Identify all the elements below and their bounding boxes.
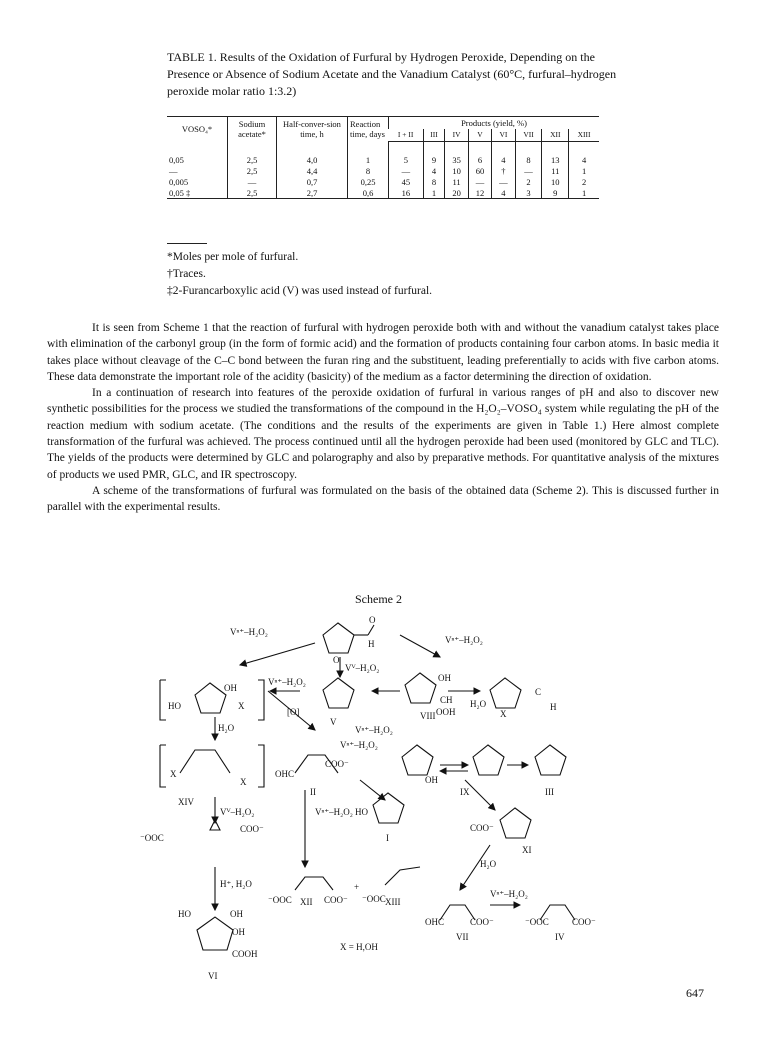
table-cell: 5 bbox=[389, 154, 424, 165]
group-ooc-xiii: ⁻OOC bbox=[362, 894, 386, 904]
group-coo-ii: COO⁻ bbox=[325, 759, 349, 769]
table-cell: — bbox=[492, 176, 515, 187]
ring-xi bbox=[500, 808, 531, 838]
group-h-furfural: H bbox=[368, 639, 375, 649]
group-coo-iv: COO⁻ bbox=[572, 917, 596, 927]
table-cell: 0,05 bbox=[169, 154, 184, 165]
h2o-2: H₂O bbox=[480, 859, 497, 869]
group-ooc-epoxide: ⁻OOC bbox=[140, 833, 164, 843]
table-cell: 9 bbox=[423, 154, 445, 165]
table-cell: 16 bbox=[389, 187, 424, 199]
page-number: 647 bbox=[686, 986, 704, 1000]
reagent-vn-4: Vⁿ⁺–H₂O₂ bbox=[355, 725, 393, 735]
product-col-header: V bbox=[468, 129, 491, 142]
ring-viii bbox=[405, 673, 436, 703]
table-cell: 10 bbox=[542, 176, 569, 187]
h2o-1: H₂O bbox=[218, 723, 235, 733]
table-cell: 2,5 bbox=[228, 165, 277, 176]
table-cell: 13 bbox=[542, 154, 569, 165]
table-cell: — bbox=[468, 176, 491, 187]
group-x-xiv: X bbox=[170, 769, 177, 779]
ring-vi bbox=[197, 917, 233, 950]
table-cell: 1 bbox=[569, 165, 599, 176]
acid-h2o: H⁺, H₂O bbox=[220, 879, 252, 889]
table-cell: 9 bbox=[542, 187, 569, 199]
label-vii: VII bbox=[456, 932, 469, 942]
results-table bbox=[167, 116, 599, 199]
group-h2o-x: H₂O bbox=[470, 699, 487, 709]
reagent-vn-7: Vⁿ⁺–H₂O₂ bbox=[490, 889, 528, 899]
reagent-vv-1: Vⱽ–H₂O₂ bbox=[345, 663, 380, 673]
group-oh-ix: OH bbox=[425, 775, 438, 785]
ring-ix-a bbox=[402, 745, 433, 775]
group-ho-left: HO bbox=[168, 701, 181, 711]
group-cooh-vi: COOH bbox=[232, 949, 258, 959]
table-cell: 11 bbox=[542, 165, 569, 176]
ring-x bbox=[490, 678, 521, 708]
group-ooc-xii: ⁻OOC bbox=[268, 895, 292, 905]
label-vi: VI bbox=[208, 971, 218, 981]
chain-xiv bbox=[180, 750, 230, 773]
label-iv: IV bbox=[555, 932, 565, 942]
table-cell: 2 bbox=[515, 176, 542, 187]
legend-x: X = H,OH bbox=[340, 942, 378, 952]
table-cell: 35 bbox=[445, 154, 468, 165]
table-cell: 8 bbox=[515, 154, 542, 165]
table-row bbox=[167, 165, 599, 176]
col-half-conversion: Half-conver-sion time, h bbox=[277, 117, 348, 142]
table-cell: 12 bbox=[468, 187, 491, 199]
group-coo-epoxide: COO⁻ bbox=[240, 824, 264, 834]
ring-i bbox=[373, 793, 404, 823]
group-oc-right: C bbox=[535, 687, 542, 697]
group-ch-viii: CH bbox=[440, 695, 453, 705]
group-h-right: H bbox=[550, 702, 557, 712]
table-cell: — bbox=[228, 176, 277, 187]
table-cell: 0,05 ‡ bbox=[167, 187, 228, 199]
col-voso4: VOSO₄* bbox=[167, 117, 228, 142]
table-cell: 1 bbox=[423, 187, 445, 199]
label-ix: IX bbox=[460, 787, 470, 797]
group-coo-xiii: COO⁻ bbox=[470, 823, 494, 833]
scheme-title: Scheme 2 bbox=[355, 592, 402, 606]
product-col-header: VI bbox=[492, 129, 515, 142]
table-cell: 4 bbox=[492, 187, 515, 199]
group-ohc-vii: OHC bbox=[425, 917, 445, 927]
reagent-vn-1: Vⁿ⁺–H₂O₂ bbox=[230, 627, 268, 637]
ring-o-furfural: O bbox=[333, 655, 340, 665]
label-v: V bbox=[330, 717, 337, 727]
table-cell: † bbox=[492, 165, 515, 176]
group-o-furfural: O bbox=[369, 615, 376, 625]
table-cell: 11 bbox=[445, 176, 468, 187]
label-xii: XII bbox=[300, 897, 313, 907]
table-cell: 1 bbox=[569, 187, 599, 199]
group-coo-xii: COO⁻ bbox=[324, 895, 348, 905]
group-x-right: X bbox=[500, 709, 507, 719]
group-ooh-viii: OOH bbox=[436, 707, 456, 717]
table-cell: 2,5 bbox=[228, 187, 277, 199]
group-oh-vi-2: OH bbox=[232, 927, 245, 937]
footnote-rule bbox=[167, 243, 207, 244]
group-oh-vi-1: OH bbox=[230, 909, 243, 919]
table-cell: 0,005 bbox=[169, 176, 189, 187]
table-cell: — bbox=[389, 165, 424, 176]
table-cell: 0,7 bbox=[277, 176, 348, 187]
label-xiv: XIV bbox=[178, 797, 194, 807]
group-x-left: X bbox=[238, 701, 245, 711]
group-ohc-ii: OHC bbox=[275, 769, 295, 779]
footnote-moles: *Moles per mole of furfural. bbox=[167, 251, 299, 263]
product-col-header: XIII bbox=[569, 129, 599, 142]
ring-iii bbox=[535, 745, 566, 775]
chain-xii bbox=[295, 877, 333, 890]
oxidant: [O] bbox=[287, 707, 300, 717]
group-x-xiv-2: X bbox=[240, 777, 247, 787]
table-cell: 4 bbox=[423, 165, 445, 176]
label-viii: VIII bbox=[420, 711, 436, 721]
table-caption: TABLE 1. Results of the Oxidation of Furfural by Hydrogen Peroxide, Depending on the Presence or Absence of Sodium Acetate and the Vanadium Catalyst (60°C, furfural–hydrogen peroxide molar ratio 1:3.2) bbox=[167, 50, 617, 98]
ring-v bbox=[323, 678, 354, 708]
col-products: Products (yield, %) bbox=[389, 117, 600, 130]
table-row bbox=[167, 176, 599, 187]
table-row bbox=[167, 154, 599, 165]
table-cell: 4 bbox=[492, 154, 515, 165]
furfural-ring bbox=[323, 623, 354, 653]
table-cell: — bbox=[169, 165, 178, 176]
table-cell: 0,25 bbox=[348, 176, 389, 187]
table-cell: 2 bbox=[569, 176, 599, 187]
label-i: I bbox=[386, 833, 389, 843]
body-text bbox=[47, 320, 719, 516]
reagent-vn-6: Vⁿ⁺–H₂O₂ bbox=[315, 807, 353, 817]
label-iii: III bbox=[545, 787, 554, 797]
paragraph: It is seen from Scheme 1 that the reaction of furfural with hydrogen peroxide both with and without the vanadium catalyst takes place with elimination of the carbonyl group (in the form of formic acid) and the formation of products containing four carbon atoms. In basic media it takes place without cleavage of the C–C bond between the furan ring and the substituent, leading preferentially to acids with five carbon atoms. These data demonstrate the important role of the acidity (basicity) of the medium as a factor determining the direction of oxidation. bbox=[47, 322, 719, 383]
reagent-vn-5: Vⁿ⁺–H₂O₂ bbox=[340, 740, 378, 750]
reagent-vv-2: Vⱽ–H₂O₂ bbox=[220, 807, 255, 817]
col-reaction-time: Reaction time, days bbox=[348, 117, 389, 142]
table-cell: 20 bbox=[445, 187, 468, 199]
group-oh-left: OH bbox=[224, 683, 237, 693]
group-ho-i: HO bbox=[355, 807, 368, 817]
group-ho-vi: HO bbox=[178, 909, 191, 919]
table-spacer-row bbox=[167, 142, 599, 155]
paragraph: A scheme of the transformations of furfural was formulated on the basis of the obtained data (Scheme 2). This is discussed further in parallel with the experimental results. bbox=[47, 484, 719, 514]
product-col-header: IV bbox=[445, 129, 468, 142]
table-cell: 6 bbox=[468, 154, 491, 165]
chain-xiii bbox=[385, 867, 420, 885]
ring-ix-b bbox=[473, 745, 504, 775]
table-cell: 60 bbox=[468, 165, 491, 176]
group-oh-viii: OH bbox=[438, 673, 451, 683]
table-cell: 3 bbox=[515, 187, 542, 199]
col-sodium-acetate: Sodium acetate* bbox=[228, 117, 277, 142]
group-plus: + bbox=[354, 882, 360, 892]
table-cell: 0,6 bbox=[348, 187, 389, 199]
product-col-header: XII bbox=[542, 129, 569, 142]
table-cell: 4 bbox=[569, 154, 599, 165]
product-col-header: VII bbox=[515, 129, 542, 142]
group-coo-vii: COO⁻ bbox=[470, 917, 494, 927]
arrow-left bbox=[240, 643, 315, 665]
scheme-2-diagram bbox=[140, 605, 620, 985]
label-xiii: XIII bbox=[385, 897, 401, 907]
table-cell: 8 bbox=[423, 176, 445, 187]
table-cell: 4,4 bbox=[277, 165, 348, 176]
product-col-header: III bbox=[423, 129, 445, 142]
table-cell: 2,7 bbox=[277, 187, 348, 199]
reagent-vn-3: Vⁿ⁺–H₂O₂ bbox=[268, 677, 306, 687]
table-row bbox=[167, 187, 599, 199]
footnote-traces: †Traces. bbox=[167, 268, 206, 280]
label-xi: XI bbox=[522, 845, 532, 855]
table-cell: — bbox=[515, 165, 542, 176]
table-cell: 10 bbox=[445, 165, 468, 176]
table-cell: 1 bbox=[348, 154, 389, 165]
paragraph: In a continuation of research into features of the peroxide oxidation of furfural in various ranges of pH and also to discover new synthetic possibilities for the process we studied the transformations of the compound in the H₂O₂–VOSO₄ system while regulating the pH of the reaction medium with sodium acetate. (The conditions and the results of the experiments are given in Table 1.) Here almost complete transformation of the furfural was achieved. The process continued until all the hydrogen peroxide had been used (monitored by GLC and TLC). The yields of the products were determined by GLC and polarography and also by preparative methods. For quantitative analysis of the mixtures of products we used PMR, GLC, and IR spectroscopy. bbox=[47, 387, 719, 481]
label-ii: II bbox=[310, 787, 316, 797]
group-ooc-iv: ⁻OOC bbox=[525, 917, 549, 927]
arrow-right bbox=[400, 635, 440, 657]
table-cell: 8 bbox=[348, 165, 389, 176]
ring-left-hemiacetal bbox=[195, 683, 226, 713]
product-col-header: I + II bbox=[389, 129, 424, 142]
table-cell: 2,5 bbox=[228, 154, 277, 165]
footnote-furancarboxylic: ‡2-Furancarboxylic acid (V) was used instead of furfural. bbox=[167, 285, 433, 297]
table-cell: 45 bbox=[389, 176, 424, 187]
reagent-vn-2: Vⁿ⁺–H₂O₂ bbox=[445, 635, 483, 645]
table-cell: 4,0 bbox=[277, 154, 348, 165]
